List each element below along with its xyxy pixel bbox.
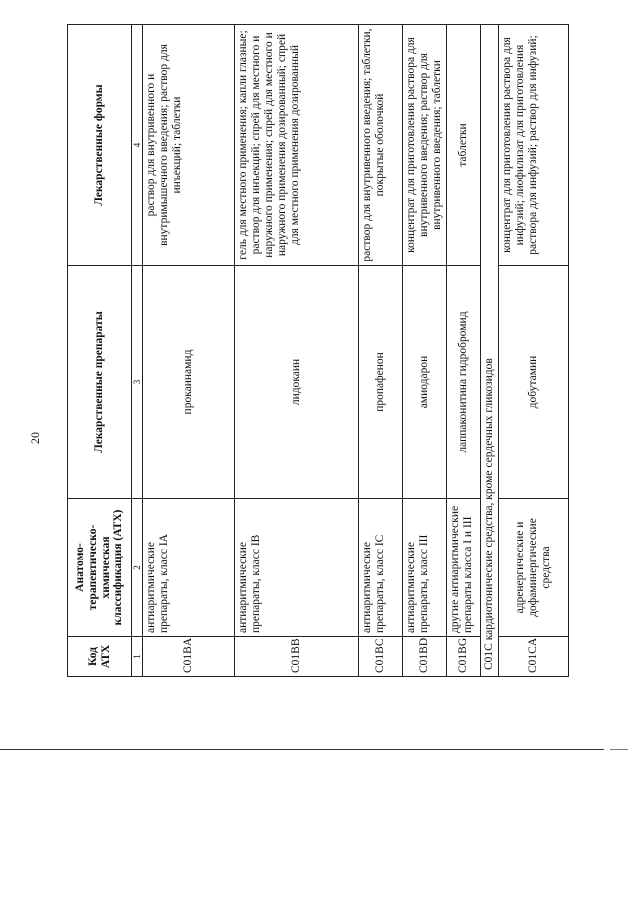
table-row — [359, 25, 403, 677]
dosage-forms: концентрат для приготовления раствора для внутривенного введения; раствор для внутривенного введения; таблетки — [403, 25, 447, 266]
atc-code: C01BC — [359, 637, 403, 677]
table-row — [235, 25, 359, 677]
atc-code: C01BA — [143, 637, 235, 677]
dosage-forms: раствор для внутривенного и внутримышечного введения; раствор для инъекций; таблетки — [143, 25, 235, 266]
header-row — [68, 25, 132, 677]
section-row — [481, 25, 499, 677]
drug-name: пропафенон — [359, 266, 403, 499]
atc-code: C01CA — [498, 637, 568, 677]
header-forms: Лекарственные формы — [68, 25, 132, 266]
atc-group: антиаритмические препараты, класс IA — [143, 499, 235, 637]
dosage-forms: раствор для внутривенного введения; таблетки, покрытые оболочкой — [359, 25, 403, 266]
column-number: 1 — [132, 637, 143, 677]
table-row — [403, 25, 447, 677]
dosage-forms: гель для местного применения; капли глазные; раствор для инъекций; спрей для местного и наружного применения; спрей для местного и наружного применения дозированный; спрей для местного применения дозированный — [235, 25, 359, 266]
table-row — [447, 25, 481, 677]
drug-name: добутамин — [498, 266, 568, 499]
drug-name: лидокаин — [235, 266, 359, 499]
drug-classification-table — [67, 24, 569, 677]
atc-group: антиаритмические препараты, класс III — [403, 499, 447, 637]
rotated-table-container — [67, 25, 552, 677]
column-number: 4 — [132, 25, 143, 266]
column-number: 3 — [132, 266, 143, 499]
atc-code: C01BG — [447, 637, 481, 677]
drug-name: амиодарон — [403, 266, 447, 499]
atc-group: адренергические и дофаминергические средства — [498, 499, 568, 637]
header-atc: Анатомо-терапевтическо-химическая классификация (АТХ) — [68, 499, 132, 637]
atc-code: C01BD — [403, 637, 447, 677]
atc-code: C01BB — [235, 637, 359, 677]
table-row — [498, 25, 568, 677]
page-divider-line — [0, 749, 604, 750]
drug-name: прокаинамид — [143, 266, 235, 499]
atc-group: антиаритмические препараты, класс IB — [235, 499, 359, 637]
column-number-row — [132, 25, 143, 677]
page-divider-dash — [610, 749, 628, 750]
header-code: Код АТХ — [68, 637, 132, 677]
section-label: C01C кардиотонические средства, кроме сердечных гликозидов — [481, 25, 499, 677]
drug-name: лаппаконитина гидробромид — [447, 266, 481, 499]
table-row — [143, 25, 235, 677]
dosage-forms: таблетки — [447, 25, 481, 266]
column-number: 2 — [132, 499, 143, 637]
atc-group: другие антиаритмические препараты класса I и III — [447, 499, 481, 637]
header-drugs: Лекарственные препараты — [68, 266, 132, 499]
atc-group: антиаритмические препараты, класс IC — [359, 499, 403, 637]
page-number: 20 — [28, 432, 42, 444]
dosage-forms: концентрат для приготовления раствора для инфузий; лиофилизат для приготовления раствора для инфузий; раствор для инфузий; — [498, 25, 568, 266]
